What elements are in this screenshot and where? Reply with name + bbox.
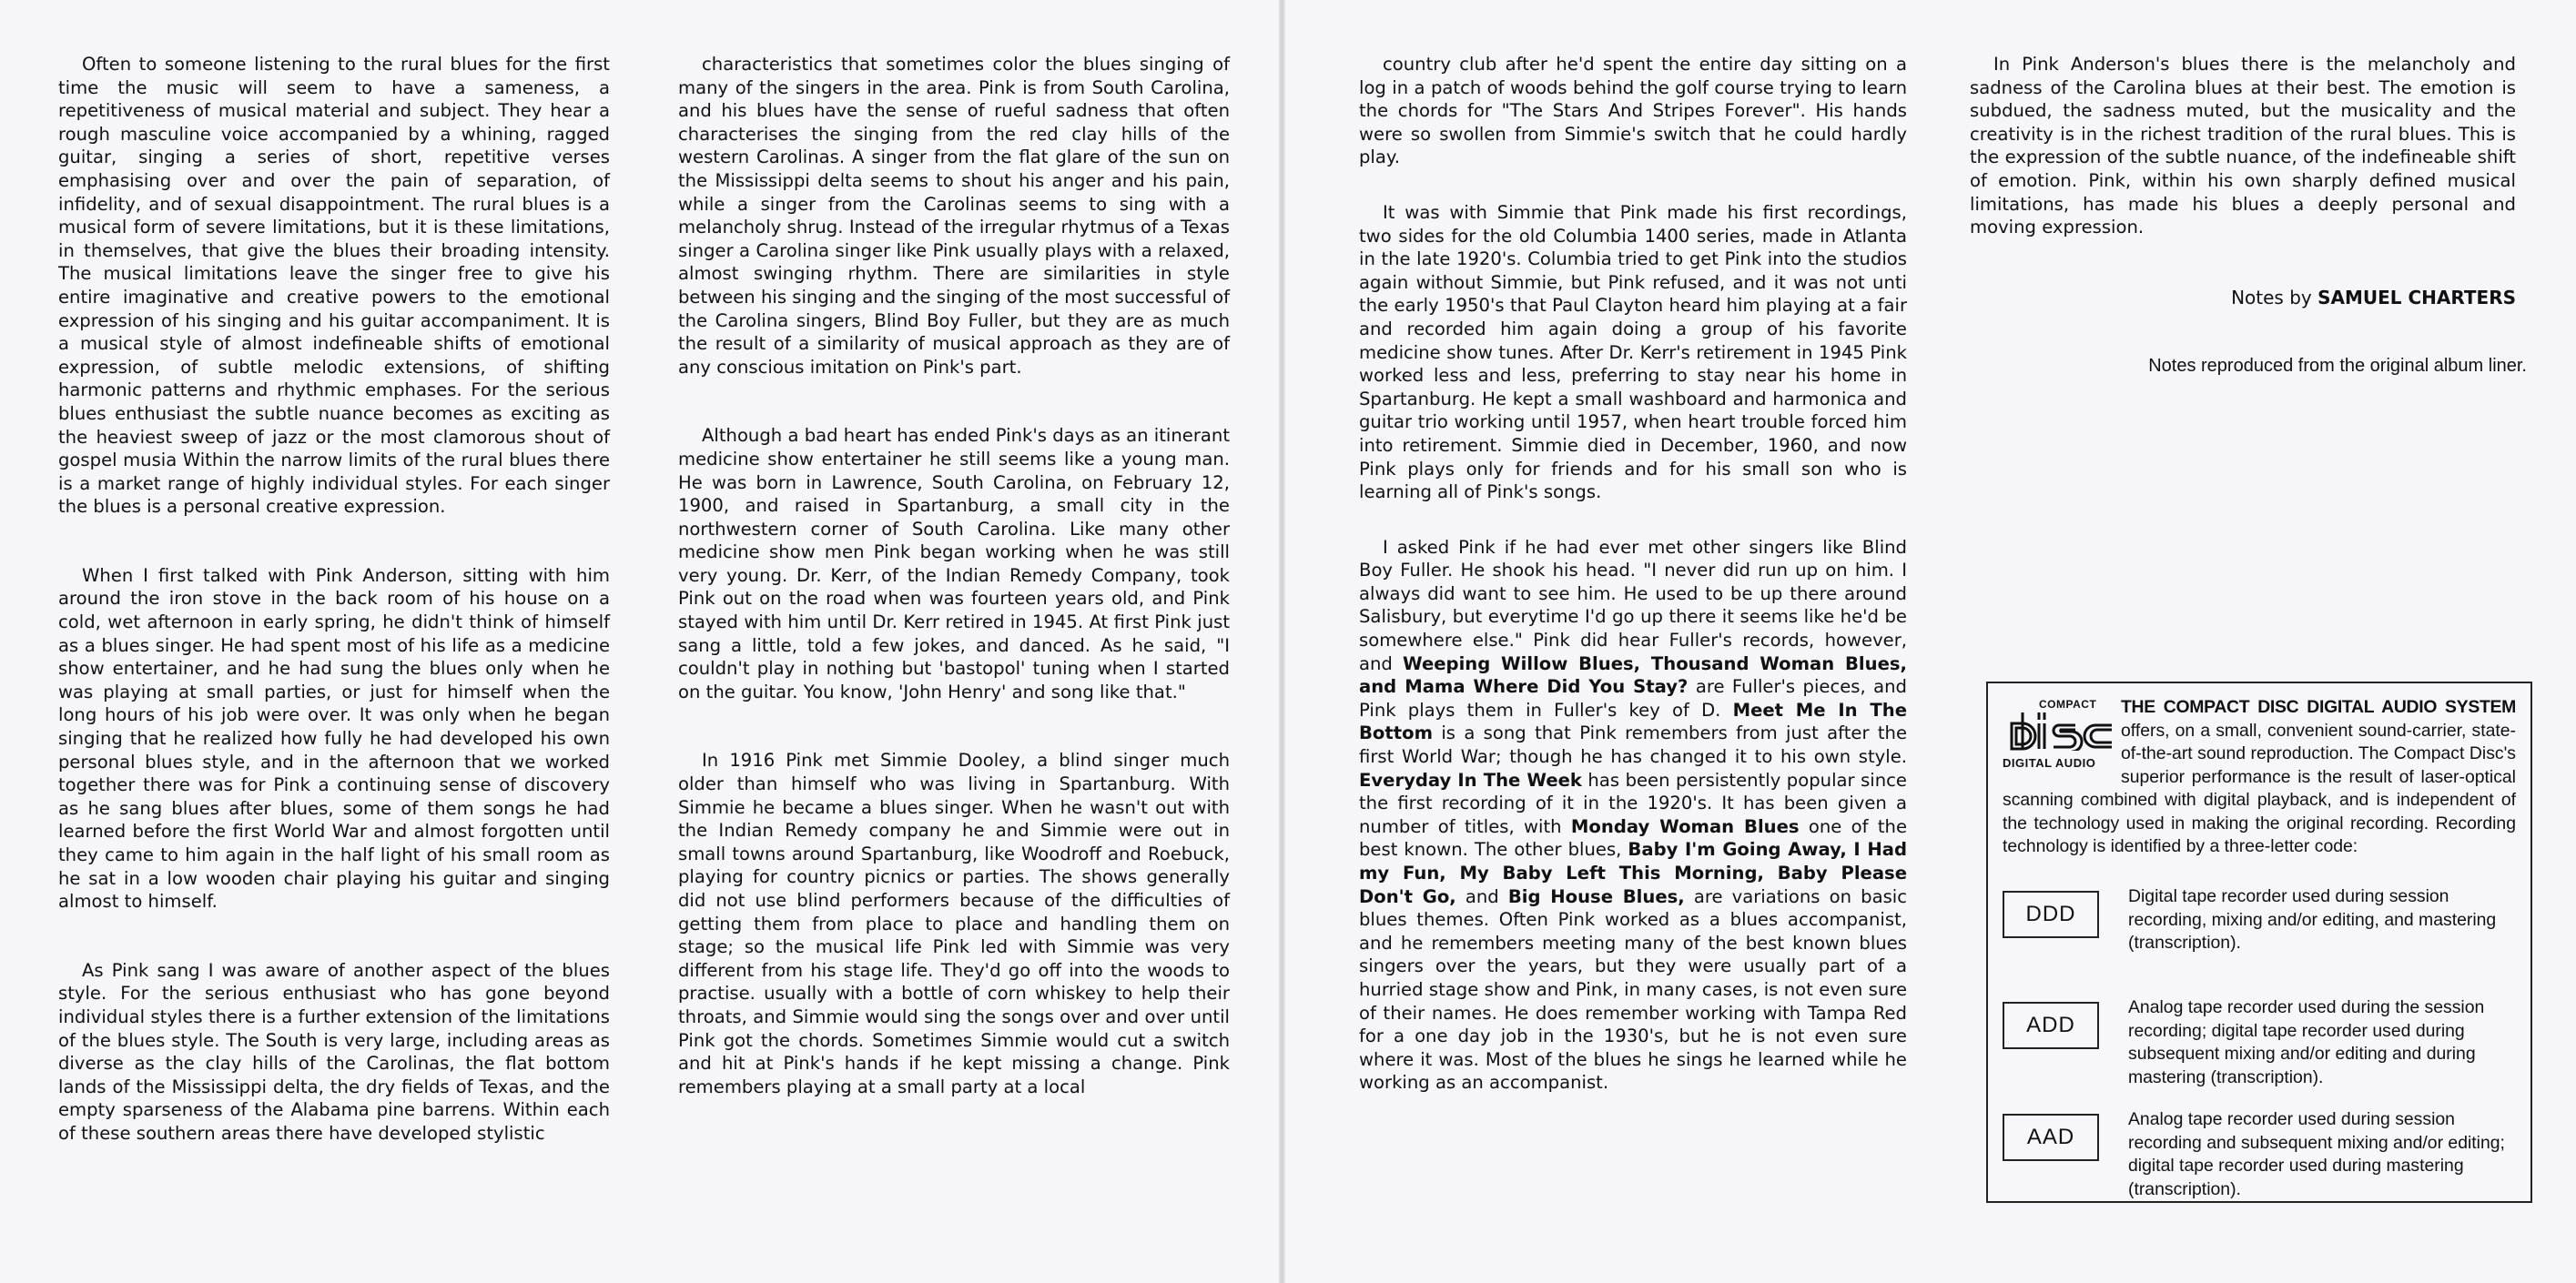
disc-wordmark-icon	[2008, 711, 2115, 751]
recording-code-description: Analog tape recorder used during session recording and subsequent mixing and/or editing; digital tape recorder used during mastering (transcription).	[2128, 1109, 2505, 1199]
notes-by-label: Notes by	[2231, 287, 2312, 308]
paragraph: country club after he'd spent the entire day sitting on a log in a patch of woods behind the golf course trying to learn the chords for "The Stars And Stripes Forever". His hands were so swollen from Simmie's switch that he could hardly play.	[1359, 54, 1907, 168]
reproduction-note: Notes reproduced from the original album liner.	[2148, 356, 2527, 376]
recording-code-description: Digital tape recorder used during session recording, mixing and/or editing, and mastering (transcription).	[2128, 886, 2497, 953]
paragraph: As Pink sang I was aware of another aspect of the blues style. For the serious enthusiast who has gone beyond individual styles there is a further extension of the limitations of the blues style. The South is very large, including areas as diverse as the clay hills of the Carolinas, the flat bottom lands of the Mississippi delta, the dry fields of Texas, and the empty sparseness of the Alabama pine barrens. Within each of these southern areas there have developed stylistic	[58, 959, 610, 1144]
liner-notes-column-4	[1970, 53, 2516, 262]
logo-compact-text: COMPACT	[2039, 698, 2097, 711]
paragraph: Although a bad heart has ended Pink's days as an itinerant medicine show entertainer he still seems like a young man. He was born in Lawrence, South Carolina, on February 12, 1900, and raised in Spartanburg, a small city in the northwestern corner of South Carolina. Like many other medicine show men Pink began working when he was still very young. Dr. Kerr, of the Indian Remedy Company, took Pink out on the road when was fourteen years old, and Pink stayed with him until Dr. Kerr retired in 1945. At first Pink just sang a little, told a few jokes, and danced. As he said, "I couldn't play in nothing but 'bastopol' tuning when I started on the guitar. You know, 'John Henry' and song like that."	[678, 425, 1230, 702]
text: has been persistently popular since the first recording of it in the 1920's. It has been given a number of titles, with	[1359, 769, 1907, 837]
compact-disc-info-box	[1986, 682, 2532, 1203]
text: are variations on basic blues themes. Often Pink worked as a blues accompanist, and he remembers meeting many of the best known blues singers over the years, but they were usually part of a hurried stage show and Pink, in many cases, is not even sure of their names. He does remember working with Tampa Red for a one day job in the 1930's, but he is not even sure where it was. Most of the blues he sings he learned while he working as an accompanist.	[1359, 885, 1907, 1094]
text: one of the best known. The other blues,	[1359, 815, 1908, 861]
song-title: Big House Blues,	[1507, 885, 1685, 907]
paragraph: Often to someone listening to the rural blues for the first time the music will seem to have a sameness, a repetitiveness of musical material and subject. They hear a rough masculine voice accompanied by a whining, ragged guitar, singing a series of short, repetitive verses emphasising over and over the pain of separation, of infidelity, and of sexual disappointment. The rural blues is a musical form of severe limitations, but it is these limitations, in themselves, that give the blues their broading intensity. The musical limitations leave the singer free to give his entire imaginative and creative powers to the emotional expression of his singing and his guitar accompaniment. It is a musical style of almost indefineable shifts of emotional expression, of subtle melodic extensions, of shifting harmonic patterns and rhythmic emphases. For the serious blues enthusiast the subtle nuance becomes as exciting as the heaviest sweep of jazz or the most clamorous shout of gospel musia Within the narrow limits of the rural blues there is a market range of highly individual styles. For each singer the blues is a personal creative expression.	[58, 54, 610, 518]
cd-system-text: offers, on a small, convenient sound-carrier, state-of-the-art sound reproduction. The Compact Disc's superior performance is the result of laser-optical scanning combined with digital playback, and is independent of the technology used in making the original recording. Recording technology is identified by a three-letter code:	[2003, 720, 2516, 856]
paragraph: In 1916 Pink met Simmie Dooley, a blind singer much older than himself who was living in Spartanburg. With Simmie he became a blues singer. When he wasn't out with the Indian Remedy company he and Simmie were out in small towns around Spartanburg, like Woodroff and Roebuck, playing for country picnics or parties. The shows generally did not use blind performers because of the difficulties of getting them from place to place and handling them on stage; so the musical life Pink led with Simmie was very different from his stage life. They'd go off into the woods to practise. usually with a bottle of corn whiskey to help their throats, and Simmie would sing the songs over and over until Pink got the chords. Sometimes Simmie would cut a switch and hit at Pink's hands if he kept missing a change. Pink remembers playing at a small party at a local	[678, 750, 1230, 1097]
song-title: Weeping Willow Blues, Thousand Woman Blues, and Mama Where Did You Stay?	[1359, 652, 1907, 698]
paragraph: It was with Simmie that Pink made his first recordings, two sides for the old Columbia 1400 series, made in Atlanta in the late 1920's. Columbia tried to get Pink into the studios again without Simmie, but Pink refused, and it was not unti the early 1950's that Paul Clayton heard him playing at a fair and recorded him again doing a group of his favorite medicine show tunes. After Dr. Kerr's retirement in 1945 Pink worked less and less, preferring to stay near his home in Spartanburg. He kept a small washboard and harmonica and guitar trio working until 1957, when heart trouble forced him into retirement. Simmie died in December, 1960, and now Pink plays only for friends and for his small son who is learning all of Pink's songs.	[1359, 201, 1907, 503]
recording-code-row	[2003, 886, 2520, 978]
cd-system-heading: THE COMPACT DISC DIGITAL AUDIO SYSTEM	[2121, 697, 2516, 717]
song-title: Everyday In The Week	[1359, 769, 1582, 791]
recording-code-badge: AAD	[2003, 1114, 2099, 1161]
recording-code-row	[2003, 1109, 2520, 1201]
logo-digital-audio-text: DIGITAL AUDIO	[2003, 756, 2096, 770]
liner-notes-column-1	[58, 53, 610, 1168]
liner-notes-column-3	[1359, 53, 1907, 1117]
page-fold	[1279, 0, 1285, 1283]
paragraph: characteristics that sometimes color the blues singing of many of the singers in the area. Pink is from South Carolina, and his blues have the sense of rueful sadness that often characterises the singing from the red clay hills of the western Carolinas. A singer from the flat glare of the sun on the Mississippi delta seems to shout his anger and his pain, while a singer from the Carolinas seems to sing with a melancholy shrug. Instead of the irregular rhytmus of a Texas singer a Carolina singer like Pink usually plays with a relaxed, almost swinging rhythm. There are similarities in style between his singing and the singing of the most successful of the Carolina singers, Blind Boy Fuller, but they are as much the result of a similarity of musical approach as they are of any conscious imitation on Pink's part.	[678, 54, 1231, 378]
recording-code-badge: ADD	[2003, 1002, 2099, 1049]
author-name: SAMUEL CHARTERS	[2317, 287, 2516, 308]
notes-credit	[1970, 287, 2516, 308]
text: I asked Pink if he had ever met other singers like Blind Boy Fuller. He shook his head. "I never did run up on him. I always did want to see him. He used to be up there around Salisbury, but everytime I'd go up there it seems like he'd be somewhere else." Pink did hear Fuller's records, however, and	[1359, 536, 1907, 674]
song-title: Monday Woman Blues	[1570, 815, 1800, 837]
paragraph: In Pink Anderson's blues there is the melancholy and sadness of the Carolina blues at their best. The emotion is subdued, the sadness muted, but the musicality and the creativity is in the richest tradition of the rural blues. This is the expression of the subtle nuance, of the indefineable shift of emotion. Pink, within his own sharply defined musical limitations, has made his blues a deeply personal and moving expression.	[1970, 54, 2516, 238]
recording-code-description: Analog tape recorder used during the session recording; digital tape recorder used during subsequent mixing and/or editing and during mastering (transcription).	[2128, 997, 2485, 1087]
recording-code-badge: DDD	[2003, 891, 2099, 938]
text: and	[1455, 885, 1508, 907]
liner-notes-column-2	[678, 53, 1230, 1121]
paragraph: When I first talked with Pink Anderson, sitting with him around the iron stove in the back room of his house on a cold, wet afternoon in early spring, he didn't think of himself as a blues singer. He had spent most of his life as a medicine show entertainer, and he had sung the blues only when he was playing at small parties, or just for himself when the long hours of his job were over. It was only when he began singing that he realized how fully he had developed his own personal blues style, and in the afternoon that we worked together there was for Pink a continuing sense of discovery as he sang blues after blues, some of them songs he had learned before the first World War and almost forgotten until they came to him again in the half light of his small room as he sat in a low wooden chair playing his guitar and singing almost to himself.	[58, 564, 610, 913]
recording-code-row	[2003, 997, 2520, 1089]
song-title: Baby I'm Going Away, I Had my Fun, My Baby Left This Morning, Baby Please Don't Go,	[1359, 839, 1907, 907]
compact-disc-logo	[2003, 698, 2116, 773]
song-title: Meet Me In The Bottom	[1359, 699, 1907, 744]
text: is a song that Pink remembers from just after the first World War; though he has changed it to his own style.	[1359, 722, 1907, 768]
text: are Fuller's pieces, and Pink plays them in Fuller's key of D.	[1359, 676, 1907, 721]
paragraph-song-titles	[1359, 536, 1907, 1095]
